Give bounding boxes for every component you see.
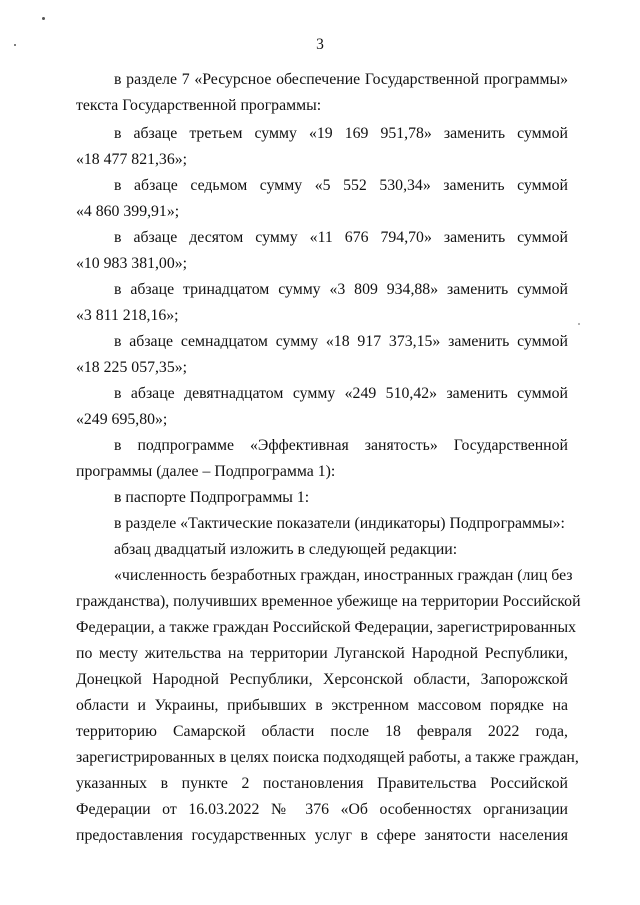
text-line: по месту жительства на территории Луганской Народной Республики, — [76, 645, 568, 662]
text-line: «18 225 057,35»; — [76, 359, 188, 376]
text-line: в разделе 7 «Ресурсное обеспечение Государственной программы» — [114, 71, 568, 88]
text-line: предоставления государственных услуг в сфере занятости населения — [76, 827, 568, 844]
text-line: Донецкой Народной Республики, Херсонской области, Запорожской — [76, 671, 568, 688]
text-line: территорию Самарской области после 18 февраля 2022 года, — [76, 723, 568, 740]
scan-speck — [578, 323, 580, 325]
text-line: «10 983 381,00»; — [76, 255, 188, 272]
text-line: «численность безработных граждан, иностранных граждан (лиц без — [114, 567, 573, 584]
text-line: «4 860 399,91»; — [76, 203, 180, 220]
text-line: текста Государственной программы: — [76, 97, 322, 114]
text-line: в абзаце десятом сумму «11 676 794,70» заменить суммой — [114, 229, 568, 246]
text-line: в паспорте Подпрограммы 1: — [114, 489, 310, 506]
text-line: Федерации от 16.03.2022 № 376 «Об особенностях организации — [76, 801, 568, 818]
text-line: в разделе «Тактические показатели (индикаторы) Подпрограммы»: — [114, 515, 565, 532]
text-line: в абзаце девятнадцатом сумму «249 510,42» заменить суммой — [114, 385, 568, 402]
scan-speck — [42, 17, 45, 20]
text-line: в абзаце третьем сумму «19 169 951,78» заменить суммой — [114, 125, 568, 142]
text-line: области и Украины, прибывших в экстренном массовом порядке на — [76, 697, 568, 714]
text-line: «18 477 821,36»; — [76, 151, 188, 168]
text-line: программы (далее – Подпрограмма 1): — [76, 463, 336, 480]
text-line: в абзаце седьмом сумму «5 552 530,34» заменить суммой — [114, 177, 568, 194]
text-line: «249 695,80»; — [76, 411, 168, 428]
text-line: зарегистрированных в целях поиска подходящей работы, а также граждан, — [76, 749, 579, 766]
page-number: 3 — [316, 36, 324, 53]
text-line: в абзаце семнадцатом сумму «18 917 373,15» заменить суммой — [114, 333, 568, 350]
text-line: Федерации, а также граждан Российской Федерации, зарегистрированных — [76, 619, 577, 636]
text-line: абзац двадцатый изложить в следующей редакции: — [114, 541, 458, 558]
text-line: указанных в пункте 2 постановления Правительства Российской — [76, 775, 568, 792]
scan-speck — [14, 44, 16, 46]
text-line: «3 811 218,16»; — [76, 307, 179, 324]
text-line: в подпрограмме «Эффективная занятость» Государственной — [114, 437, 568, 454]
text-line: гражданства), получивших временное убежище на территории Российской — [76, 593, 581, 610]
text-line: в абзаце тринадцатом сумму «3 809 934,88» заменить суммой — [114, 281, 568, 298]
